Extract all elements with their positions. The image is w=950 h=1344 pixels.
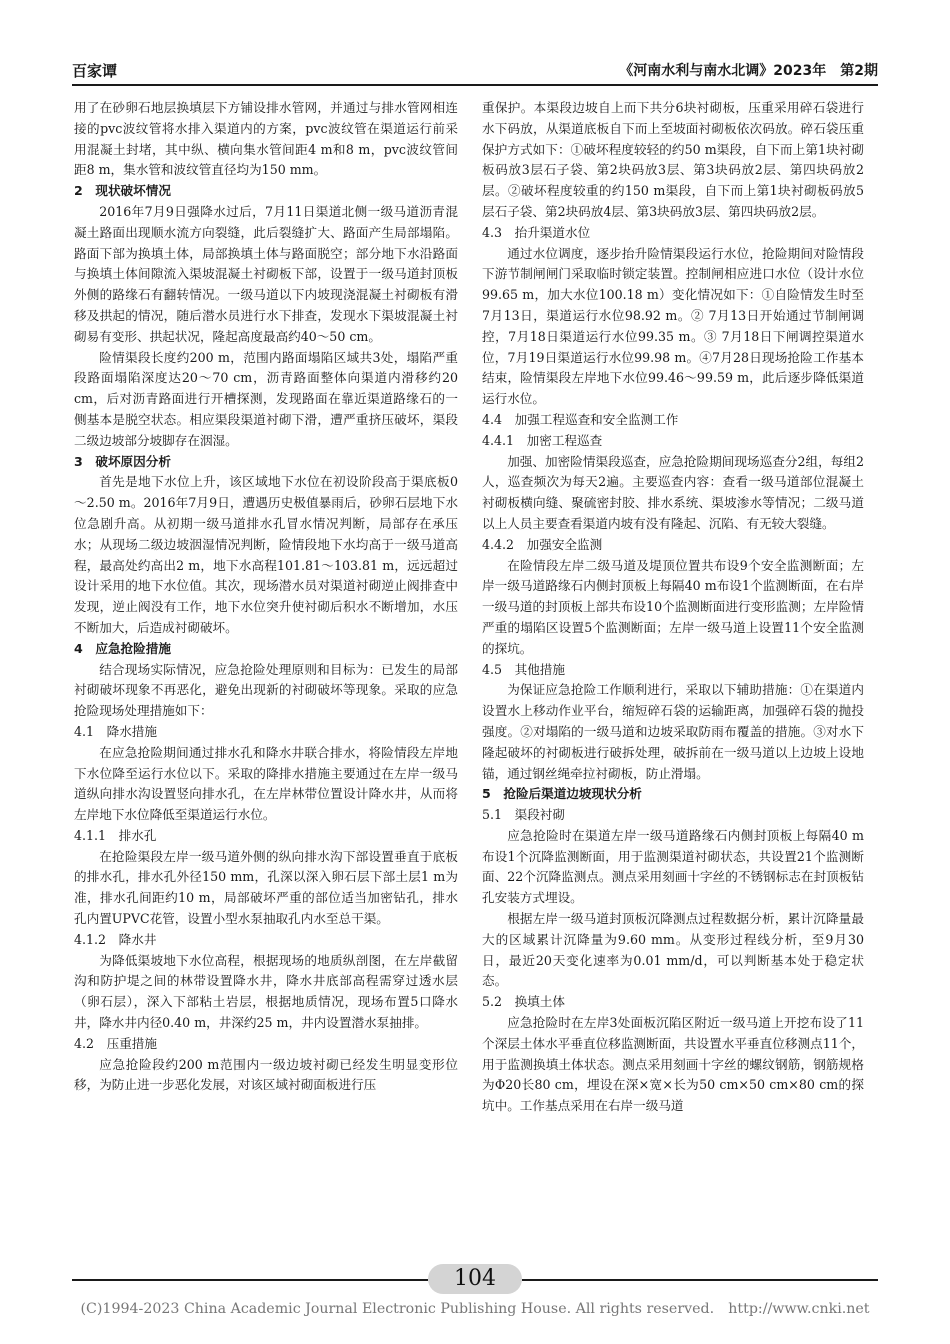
body-paragraph: 重保护。本渠段边坡自上而下共分6块衬砌板，压重采用碎石袋进行水下码放，从渠道底板自下而上至坡面衬砌板依次码放。碎石袋压重保护方式如下：①破坏程度较轻的约50 m渠段，自下而上第1块衬砌板码放3层石子袋、第2块码放3层、第3块码放2层、第四块码放2层。②破坏程度较重的约150 m渠段，自下而上第1块衬砌板码放5层石子袋、第2块码放4层、第3块码放3层、第四块码放2层。 bbox=[482, 100, 864, 219]
body-paragraph: 首先是地下水位上升，该区域地下水位在初设阶段高于渠底板0～2.50 m。2016年7月9日，遭遇历史极值暴雨后，砂卵石层地下水位急剧升高。从初期一级马道排水孔冒水情况判断，局部存在承压水；从现场二级边坡洇湿情况判断，险情段地下水均高于一级马道高程，最高处约高出2 m，地下水高程101.81～103.81 m，远远超过设计采用的地下水位值。其次，现场潜水员对渠道衬砌逆止阀排查中发现，逆止阀没有工作，地下水位突升使衬砌后积水不断增加，水压不断加大，后造成衬砌破坏。 bbox=[74, 474, 458, 635]
section-heading: 4 应急抢险措施 bbox=[74, 640, 171, 656]
section-heading: 5 抢险后渠道边坡现状分析 bbox=[482, 786, 642, 802]
right-column bbox=[482, 98, 864, 1117]
body-paragraph: 2016年7月9日强降水过后，7月11日渠道北侧一级马道沥青混凝土路面出现顺水流方向裂缝，此后裂缝扩大、路面产生局部塌陷。路面下部为换填土体，局部换填土体与路面脱空；部分地下水沿路面与换填土体间隙流入渠坡混凝土衬砌板下部，设置于一级马道封顶板外侧的路缘石有翻转情况。一级马道以下内坡现浇混凝土衬砌板有滑移及拱起的情况，随后潜水员进行水下排查，发现水下渠坡混凝土衬砌易有变形、拱起状况，隆起高度最高约40～50 cm。 bbox=[74, 203, 458, 344]
subsection-heading: 4.1.1 排水孔 bbox=[74, 827, 157, 843]
body-paragraph: 通过水位调度，逐步抬升险情渠段运行水位，抢险期间对险情段下游节制闸闸门采取临时锁定装置。控制闸相应进口水位（设计水位99.65 m，加大水位100.18 m）变化情况如下：①自险情发生时至7月13日，渠道运行水位98.92 m。② 7月13日开始通过节制闸调控，7月18日渠道运行水位99.35 m。③ 7月18日下闸调控渠道水位，7月19日渠道运行水位99.98 m。④7月28日现场抢险工作基本结束，险情渠段左岸地下水位99.46～99.59 m，此后逐步降低渠道运行水位。 bbox=[482, 245, 864, 407]
section-heading: 2 现状破坏情况 bbox=[74, 183, 171, 199]
body-paragraph: 险情渠段长度约200 m，范围内路面塌陷区域共3处，塌陷严重段路面塌陷深度达20～70 cm，沥青路面整体向渠道内滑移约20 cm，后对沥青路面进行开槽探测，发现路面在靠近渠道路缘石的一侧基本是脱空状态。相应渠段渠道衬砌下滑，遭严重挤压破坏，渠段二级边坡部分坡脚存在洇湿。 bbox=[74, 349, 458, 448]
body-paragraph: 用了在砂卵石地层换填层下方铺设排水管网，并通过与排水管网相连接的pvc波纹管将水排入渠道内的方案，pvc波纹管在渠道运行前采用混凝土封堵，其中纵、横向集水管间距4 m和8 m，pvc波纹管间距8 m，集水管和波纹管直径均为150 mm。 bbox=[74, 100, 458, 178]
subsection-heading: 4.3 抬升渠道水位 bbox=[482, 224, 591, 240]
body-paragraph: 结合现场实际情况，应急抢险处理原则和目标为：已发生的局部衬砌破坏现象不再恶化，避免出现新的衬砌破坏等现象。采取的应急抢险现场处理措施如下： bbox=[74, 661, 458, 719]
page-footer bbox=[0, 1262, 950, 1296]
subsection-heading: 4.1 降水措施 bbox=[74, 723, 157, 739]
left-column bbox=[74, 98, 458, 1096]
body-paragraph: 加强、加密险情渠段巡查，应急抢险期间现场巡查分2组，每组2人，巡查频次为每天2遍。主要巡查内容：查看一级马道部位混凝土衬砌板横向缝、聚硫密封胶、排水系统、渠坡渗水等情况；二级马道以上人员主要查看渠道内坡有没有隆起、沉陷、有无较大裂缝。 bbox=[482, 453, 864, 531]
header-rule bbox=[72, 84, 878, 86]
body-paragraph: 在险情段左岸二级马道及堤顶位置共布设9个安全监测断面；左岸一级马道路缘石内侧封顶板上每隔40 m布设1个监测断面，在右岸一级马道的封顶板上部共布设10个监测断面进行变形监测；左岸险情严重的塌陷区设置5个监测断面；左岸一级马道上设置11个安全监测的探坑。 bbox=[482, 557, 864, 656]
subsection-heading: 5.1 渠段衬砌 bbox=[482, 807, 565, 823]
subsection-heading: 5.2 换填土体 bbox=[482, 994, 565, 1010]
page-header bbox=[72, 58, 878, 82]
subsection-heading: 4.5 其他措施 bbox=[482, 661, 565, 677]
body-paragraph: 应急抢险段约200 m范围内一级边坡衬砌已经发生明显变形位移，为防止进一步恶化发展，对该区域衬砌面板进行压 bbox=[74, 1056, 458, 1093]
body-paragraph: 在应急抢险期间通过排水孔和降水井联合排水，将险情段左岸地下水位降至运行水位以下。采取的降排水措施主要通过在左岸一级马道纵向排水沟设置竖向排水孔，在左岸林带位置设计降水井，从而将左岸地下水位降低至渠道运行水位。 bbox=[74, 744, 458, 823]
journal-title: 《河南水利与南水北调》2023年 第2期 bbox=[619, 63, 878, 79]
subsection-heading: 4.2 压重措施 bbox=[74, 1035, 157, 1051]
body-paragraph: 为保证应急抢险工作顺利进行，采取以下辅助措施：①在渠道内设置水上移动作业平台，缩短碎石袋的运输距离，加强碎石袋的抛投强度。②对塌陷的一级马道和边坡采取防雨布覆盖的措施。③对水下隆起破坏的衬砌板进行破拆处理，破拆前在一级马道以上边坡上设地锚，通过钢丝绳牵拉衬砌板，防止滑塌。 bbox=[482, 682, 864, 781]
footer-rule-right bbox=[522, 1279, 878, 1281]
page-number: 104 bbox=[428, 1264, 522, 1294]
subsection-heading: 4.4.1 加密工程巡查 bbox=[482, 432, 603, 448]
body-paragraph: 应急抢险时在左岸3处面板沉陷区附近一级马道上开挖布设了11个深层土体水平垂直位移监测断面，共设置水平垂直位移测点11个，用于监测换填土体状态。测点采用刻画十字丝的螺纹钢筋，钢筋规格为Φ20长80 cm，埋设在深×宽×长为50 cm×50 cm×80 cm的探坑中。工作基点采用在右岸一级马道 bbox=[482, 1015, 864, 1114]
subsection-heading: 4.1.2 降水井 bbox=[74, 931, 157, 947]
subsection-heading: 4.4 加强工程巡查和安全监测工作 bbox=[482, 411, 679, 427]
section-heading: 3 破坏原因分析 bbox=[74, 453, 171, 469]
body-paragraph: 应急抢险时在渠道左岸一级马道路缘石内侧封顶板上每隔40 m布设1个沉降监测断面，用于监测渠道衬砌状态，共设置21个监测断面、22个沉降监测点。测点采用刻画十字丝的不锈钢标志在封顶板钻孔安装方式埋设。 bbox=[482, 827, 864, 906]
footer-rule-left bbox=[72, 1279, 428, 1281]
body-paragraph: 根据左岸一级马道封顶板沉降测点过程数据分析，累计沉降量最大的区域累计沉降量为9.60 mm。从变形过程线分析，至9月30日，最近20天变化速率为0.01 mm/d，可以判断基本处于稳定状态。 bbox=[482, 911, 864, 989]
subsection-heading: 4.4.2 加强安全监测 bbox=[482, 536, 603, 552]
body-paragraph: 在抢险渠段左岸一级马道外侧的纵向排水沟下部设置垂直于底板的排水孔，排水孔外径150 mm，孔深以深入卵石层下部土层1 m为准，排水孔间距约10 m，局部破坏严重的部位适当加密钻孔，排水孔内置UPVC花管，设置小型水泵抽取孔内水至总干渠。 bbox=[74, 848, 458, 927]
copyright-line: (C)1994-2023 China Academic Journal Electronic Publishing House. All rights reserved. http://www.cnki.net bbox=[80, 1301, 870, 1317]
body-paragraph: 为降低渠坡地下水位高程，根据现场的地质纵剖图，在左岸截留沟和防护堤之间的林带设置降水井，降水井底部高程需穿过透水层（卵石层），深入下部粘土岩层，根据地质情况，现场布置5口降水井，降水井内径0.40 m，井深约25 m，井内设置潜水泵抽排。 bbox=[74, 952, 458, 1031]
section-label: 百家谭 bbox=[72, 62, 118, 80]
